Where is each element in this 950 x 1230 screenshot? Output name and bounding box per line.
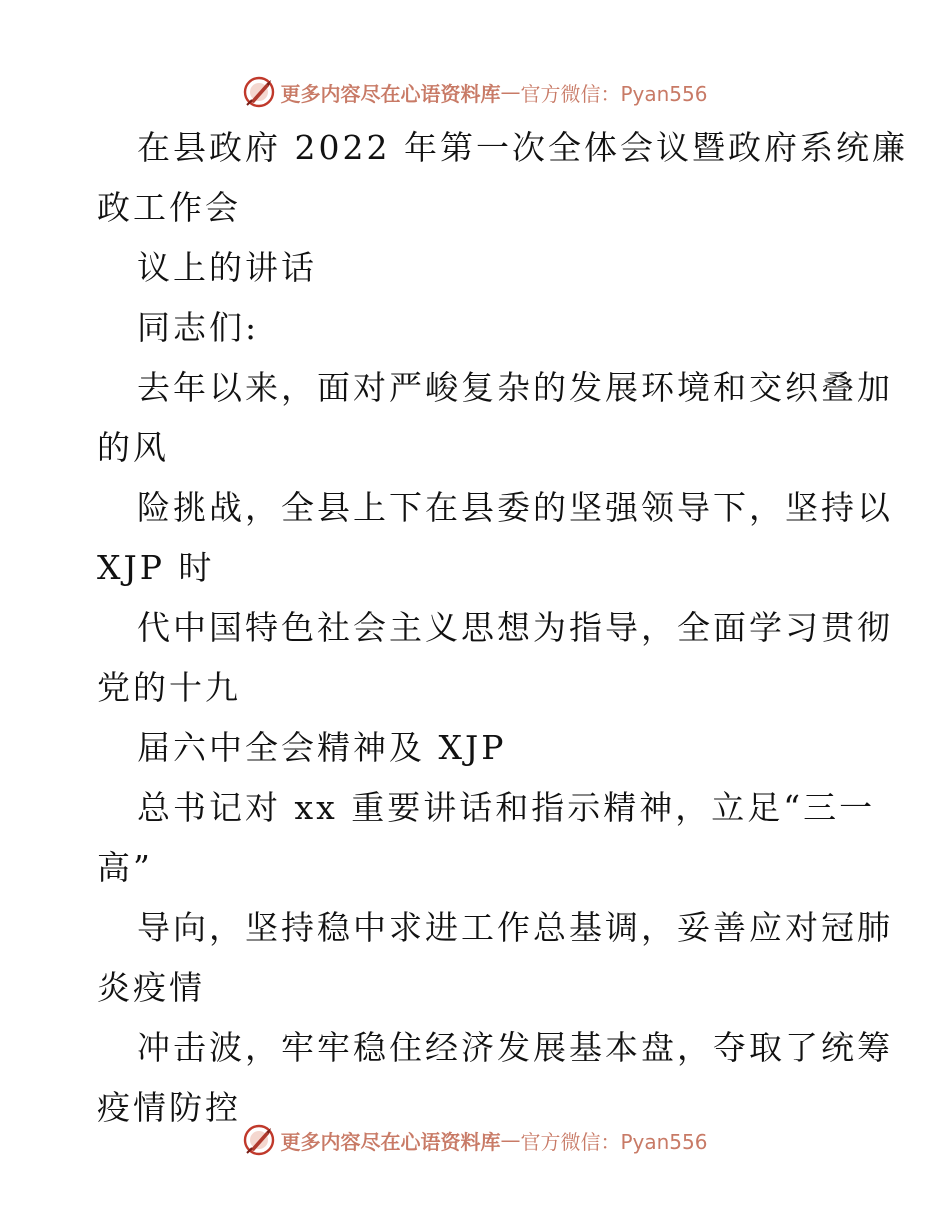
quill-pen-logo-icon	[242, 1123, 276, 1157]
watermark-wechat-text: 官方微信：Pyan556	[520, 1129, 708, 1154]
watermark-site-text: 更多内容尽在心语资料库	[280, 81, 501, 106]
document-line: 总书记对 xx 重要讲话和指示精神，立足“三一	[137, 788, 876, 827]
watermark-dash: —	[500, 80, 521, 104]
watermark-footer	[0, 1120, 950, 1160]
document-line: 同志们:	[137, 308, 260, 347]
document-line: XJP 时	[97, 548, 215, 587]
document-line: 届六中全会精神及 XJP	[137, 728, 507, 767]
document-line: 党的十九	[97, 668, 241, 707]
quill-pen-logo-icon	[242, 75, 276, 109]
document-line: 炎疫情	[97, 968, 205, 1007]
document-line: 冲击波，牢牢稳住经济发展基本盘，夺取了统筹	[137, 1028, 893, 1067]
document-line: 在县政府 2022 年第一次全体会议暨政府系统廉	[137, 128, 908, 167]
document-line: 疫情防控	[97, 1088, 241, 1127]
document-line: 去年以来，面对严峻复杂的发展环境和交织叠加	[137, 368, 893, 407]
watermark-header	[0, 72, 950, 112]
document-line: 的风	[97, 428, 169, 467]
watermark-dash: —	[500, 1128, 521, 1152]
document-body	[97, 118, 908, 1138]
document-line: 政工作会	[97, 188, 241, 227]
watermark-site-text: 更多内容尽在心语资料库	[280, 1129, 501, 1154]
document-line: 高”	[97, 848, 153, 887]
document-line: 导向，坚持稳中求进工作总基调，妥善应对冠肺	[137, 908, 893, 947]
document-line: 议上的讲话	[137, 248, 317, 287]
document-line: 险挑战，全县上下在县委的坚强领导下，坚持以	[137, 488, 893, 527]
document-line: 代中国特色社会主义思想为指导，全面学习贯彻	[137, 608, 893, 647]
watermark-wechat-text: 官方微信：Pyan556	[520, 81, 708, 106]
